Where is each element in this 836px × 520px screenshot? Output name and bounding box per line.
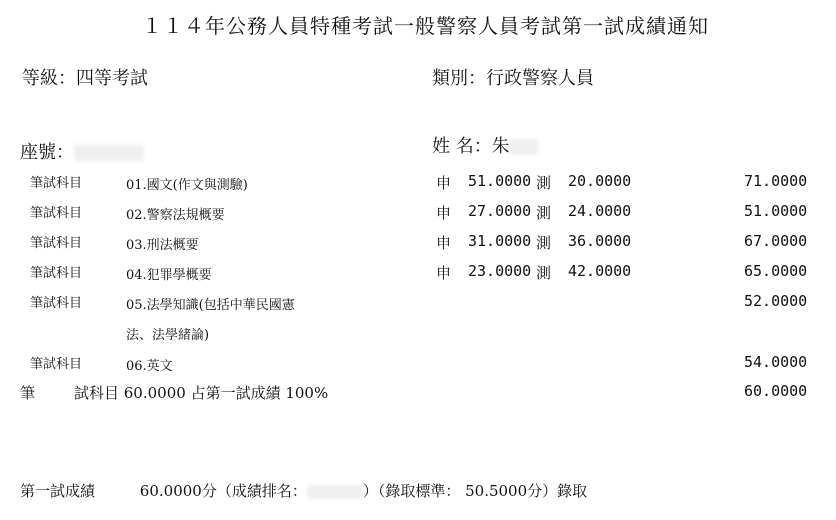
ce-score: 42.0000 — [568, 262, 632, 280]
ce-label: 測 — [536, 234, 552, 252]
shen-label: 申 — [436, 204, 452, 222]
subject-total: 65.0000 — [744, 262, 808, 280]
subject-total: 67.0000 — [744, 232, 808, 250]
admission-standard: （錄取標準： 50.5000分）錄取 — [377, 482, 588, 500]
first-exam-score-line — [20, 480, 587, 501]
rank-close: ） — [362, 482, 378, 500]
shen-label: 申 — [436, 234, 452, 252]
first-exam-score: 60.0000分（成績排名： — [139, 482, 307, 500]
ce-score: 24.0000 — [568, 202, 632, 220]
shen-score: 27.0000 — [468, 202, 532, 220]
summary-total: 60.0000 — [744, 382, 808, 400]
summary-text: 試科目 60.0000 占第一試成績 100% — [74, 384, 329, 402]
ce-score: 20.0000 — [568, 172, 632, 190]
name-redacted — [510, 139, 538, 155]
seat-redacted — [74, 145, 144, 161]
shen-score: 23.0000 — [468, 262, 532, 280]
subject-type: 筆試科目 — [30, 357, 83, 372]
ce-label: 測 — [536, 204, 552, 222]
subject-name-line1: 05.法學知識(包括中華民國憲 — [126, 298, 295, 313]
seat-field — [20, 138, 144, 164]
subject-name-line2: 法、法學緒論) — [126, 328, 210, 343]
rank-redacted — [307, 485, 363, 499]
subject-name: 03.刑法概要 — [126, 238, 199, 253]
name-label: 姓 名：朱 — [432, 136, 510, 157]
seat-label: 座號： — [20, 142, 74, 163]
subject-name: 04.犯罪學概要 — [126, 268, 212, 283]
page-title: １１４年公務人員特種考試一般警察人員考試第一試成績通知 — [142, 14, 709, 38]
first-exam-label: 第一試成績 — [20, 482, 96, 500]
subject-total: 51.0000 — [744, 202, 808, 220]
subject-name: 06.英文 — [126, 359, 173, 374]
shen-label: 申 — [436, 264, 452, 282]
subject-name: 02.警察法規概要 — [126, 208, 225, 223]
subject-type: 筆試科目 — [30, 236, 83, 251]
subject-type: 筆試科目 — [30, 206, 83, 221]
ce-label: 測 — [536, 174, 552, 192]
shen-label: 申 — [436, 174, 452, 192]
subject-name: 01.國文(作文與測驗) — [126, 178, 248, 193]
grade-field: 等級：四等考試 — [22, 68, 148, 89]
subject-type: 筆試科目 — [30, 266, 83, 281]
ce-score: 36.0000 — [568, 232, 632, 250]
shen-score: 51.0000 — [468, 172, 532, 190]
subject-total: 71.0000 — [744, 172, 808, 190]
subject-type: 筆試科目 — [30, 296, 83, 311]
summary-char: 筆 — [20, 384, 36, 402]
category-field: 類別：行政警察人員 — [432, 68, 594, 89]
shen-score: 31.0000 — [468, 232, 532, 250]
subject-total: 52.0000 — [744, 292, 808, 310]
subject-total: 54.0000 — [744, 353, 808, 371]
subject-type: 筆試科目 — [30, 176, 83, 191]
ce-label: 測 — [536, 264, 552, 282]
name-field — [432, 132, 538, 158]
